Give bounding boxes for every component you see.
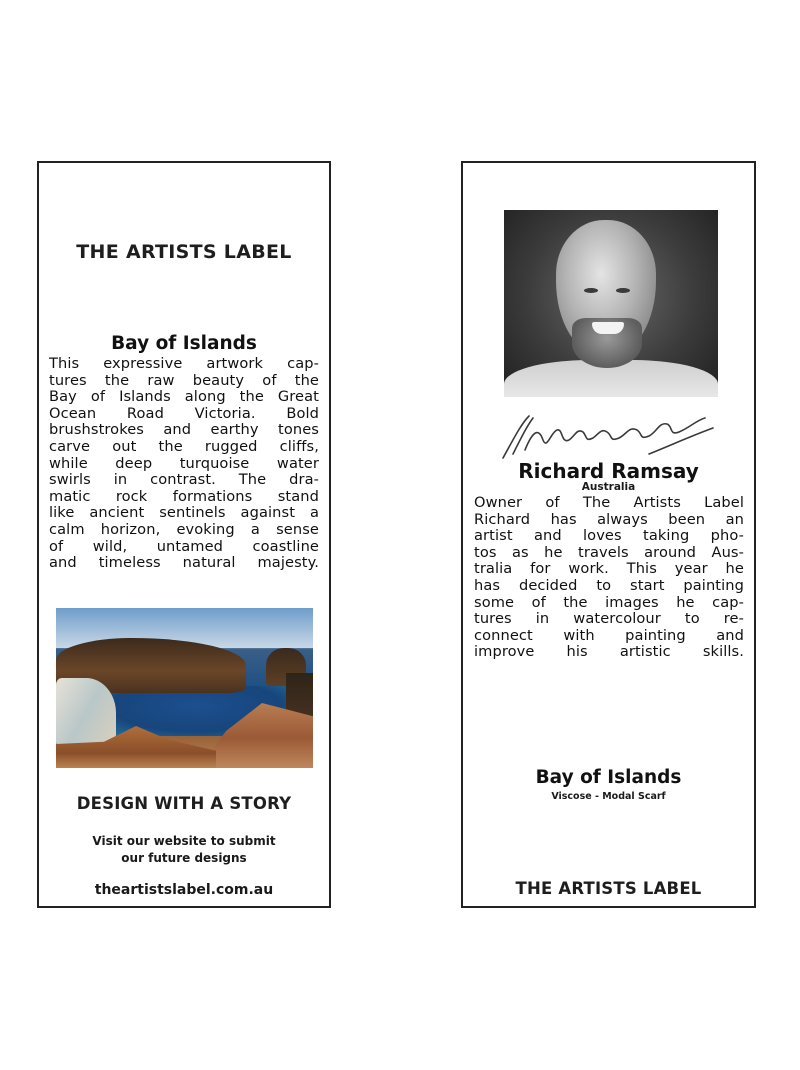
bio-line: has decided to start painting xyxy=(474,576,744,594)
bio-line: connect with painting and xyxy=(474,626,744,644)
description-line: matic rock formations stand xyxy=(49,487,319,505)
product-title: Bay of Islands xyxy=(535,767,682,788)
description-line: Bay of Islands along the Great xyxy=(49,388,319,406)
artwork-title: Bay of Islands xyxy=(111,333,257,354)
bio-line: tures in watercolour to re- xyxy=(474,610,744,628)
artist-signature-icon xyxy=(499,410,719,462)
bio-line: Owner of The Artists Label xyxy=(474,494,744,511)
visit-text-line-2: our future designs xyxy=(121,851,247,865)
bio-line: Richard has always been an xyxy=(474,510,744,528)
bio-line: improve his artistic skills. xyxy=(474,643,744,661)
brand-footer: THE ARTISTS LABEL xyxy=(515,879,702,898)
description-line: tures the raw beauty of the xyxy=(49,371,319,389)
bio-line: tralia for work. This year he xyxy=(474,560,744,578)
description-line: Ocean Road Victoria. Bold xyxy=(49,404,319,422)
description-line: and timeless natural majesty. xyxy=(49,554,319,572)
description-line: while deep turquoise water xyxy=(49,454,319,472)
artist-info-card xyxy=(461,161,756,908)
artwork-info-card xyxy=(37,161,331,908)
artist-portrait-image xyxy=(504,210,718,397)
website-link[interactable]: theartistslabel.com.au xyxy=(94,882,274,898)
description-line: brushstrokes and earthy tones xyxy=(49,421,319,439)
artwork-painting-image xyxy=(56,608,313,768)
description-line: carve out the rugged cliffs, xyxy=(49,437,319,455)
artist-name: Richard Ramsay xyxy=(518,459,699,483)
tagline: DESIGN WITH A STORY xyxy=(76,794,292,813)
description-line: swirls in contrast. The dra- xyxy=(49,471,319,489)
bio-line: tos as he travels around Aus- xyxy=(474,543,744,561)
description-line: This expressive artwork cap- xyxy=(49,355,319,372)
description-line: like ancient sentinels against a xyxy=(49,504,319,522)
bio-line: some of the images he cap- xyxy=(474,593,744,611)
brand-heading: THE ARTISTS LABEL xyxy=(76,241,292,263)
visit-text-line-1: Visit our website to submit xyxy=(92,834,276,848)
description-line: of wild, untamed coastline xyxy=(49,537,319,555)
artist-bio xyxy=(474,495,744,661)
artist-country: Australia xyxy=(581,481,636,493)
bio-line: artist and loves taking pho- xyxy=(474,527,744,545)
product-material: Viscose - Modal Scarf xyxy=(551,791,666,802)
artwork-description xyxy=(49,356,319,572)
description-line: calm horizon, evoking a sense xyxy=(49,520,319,538)
